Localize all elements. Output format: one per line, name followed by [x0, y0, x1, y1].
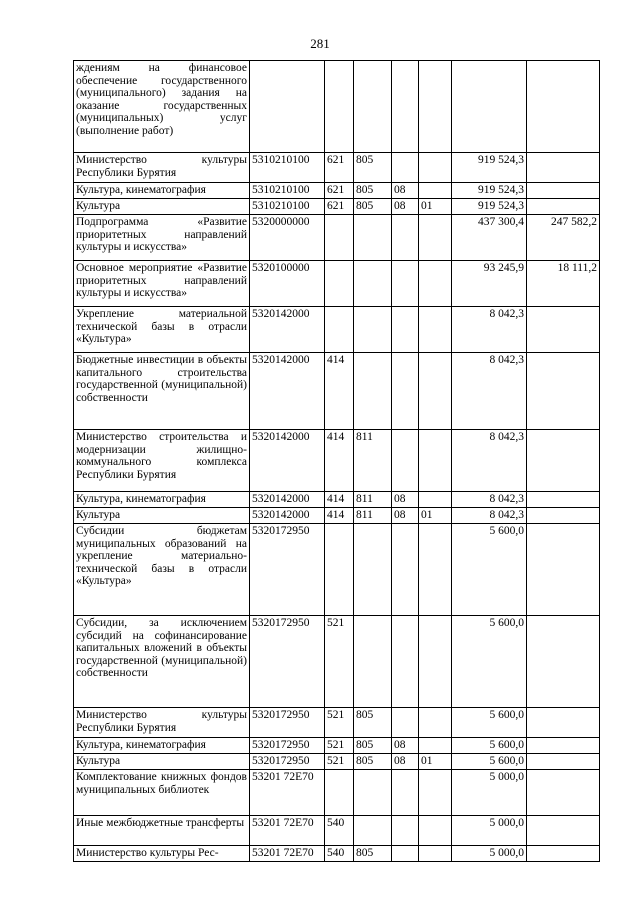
- budget-item-name: Укрепление материальной технической базы в отрасли «Культура»: [74, 307, 250, 353]
- amount-second: [527, 430, 600, 492]
- budget-item-name: Культура, кинематография: [74, 738, 250, 754]
- amount-second: 18 111,2: [527, 261, 600, 307]
- amount-second: [527, 738, 600, 754]
- budget-item-name: Министерство строительства и модернизации жилищно-коммунального комплекса Республики Бурятия: [74, 430, 250, 492]
- amount-second: [527, 183, 600, 199]
- target-article-code: 53201 72E70: [250, 846, 325, 862]
- target-article-code: 5310210100: [250, 183, 325, 199]
- budget-item-name: Культура: [74, 508, 250, 524]
- amount-second: [527, 846, 600, 862]
- administrator-code: 811: [354, 430, 392, 492]
- section-code: [392, 524, 419, 616]
- amount-first: 5 600,0: [452, 708, 527, 738]
- expense-type-code: 521: [325, 616, 354, 708]
- section-code: [392, 261, 419, 307]
- amount-first: 5 600,0: [452, 616, 527, 708]
- table-row: [74, 508, 600, 524]
- target-article-code: [250, 61, 325, 153]
- target-article-code: 5320000000: [250, 215, 325, 261]
- amount-first: 5 600,0: [452, 738, 527, 754]
- amount-second: [527, 770, 600, 816]
- amount-second: [527, 816, 600, 846]
- amount-first: 437 300,4: [452, 215, 527, 261]
- section-code: [392, 770, 419, 816]
- subsection-code: [419, 183, 452, 199]
- table-row: [74, 353, 600, 430]
- expense-type-code: 521: [325, 754, 354, 770]
- section-code: 08: [392, 508, 419, 524]
- amount-first: 919 524,3: [452, 199, 527, 215]
- budget-item-name: Культура: [74, 754, 250, 770]
- subsection-code: [419, 307, 452, 353]
- section-code: [392, 616, 419, 708]
- table-row: [74, 307, 600, 353]
- section-code: 08: [392, 738, 419, 754]
- budget-item-name: Культура, кинематография: [74, 492, 250, 508]
- section-code: 08: [392, 754, 419, 770]
- budget-item-name: Министерство культуры Республики Бурятия: [74, 708, 250, 738]
- expense-type-code: 621: [325, 183, 354, 199]
- amount-first: 5 000,0: [452, 816, 527, 846]
- budget-item-name: Субсидии, за исключением субсидий на софинансирование капитальных вложений в объекты государственной (муниципальной) собственности: [74, 616, 250, 708]
- section-code: [392, 846, 419, 862]
- amount-second: [527, 492, 600, 508]
- administrator-code: 805: [354, 754, 392, 770]
- section-code: [392, 61, 419, 153]
- subsection-code: [419, 492, 452, 508]
- budget-item-name: Министерство культуры Республики Бурятия: [74, 153, 250, 183]
- budget-item-name: Субсидии бюджетам муниципальных образований на укрепление материально-технической базы в отрасли «Культура»: [74, 524, 250, 616]
- target-article-code: 5320172950: [250, 616, 325, 708]
- amount-first: 5 000,0: [452, 770, 527, 816]
- budget-item-name: Основное мероприятие «Развитие приоритетных направлений культуры и искусства»: [74, 261, 250, 307]
- amount-first: 93 245,9: [452, 261, 527, 307]
- expense-type-code: [325, 770, 354, 816]
- budget-table: [73, 60, 600, 862]
- subsection-code: [419, 846, 452, 862]
- amount-second: [527, 353, 600, 430]
- expense-type-code: 521: [325, 738, 354, 754]
- section-code: [392, 816, 419, 846]
- amount-first: 8 042,3: [452, 492, 527, 508]
- subsection-code: [419, 353, 452, 430]
- target-article-code: 53201 72E70: [250, 770, 325, 816]
- subsection-code: [419, 261, 452, 307]
- table-row: [74, 846, 600, 862]
- subsection-code: [419, 524, 452, 616]
- target-article-code: 5320172950: [250, 524, 325, 616]
- subsection-code: [419, 738, 452, 754]
- administrator-code: 805: [354, 846, 392, 862]
- section-code: [392, 708, 419, 738]
- expense-type-code: [325, 307, 354, 353]
- expense-type-code: 540: [325, 816, 354, 846]
- section-code: 08: [392, 199, 419, 215]
- table-row: [74, 738, 600, 754]
- administrator-code: 811: [354, 508, 392, 524]
- expense-type-code: [325, 524, 354, 616]
- amount-second: [527, 616, 600, 708]
- budget-item-name: Культура: [74, 199, 250, 215]
- expense-type-code: 414: [325, 492, 354, 508]
- subsection-code: [419, 770, 452, 816]
- amount-first: 8 042,3: [452, 430, 527, 492]
- subsection-code: [419, 61, 452, 153]
- subsection-code: 01: [419, 508, 452, 524]
- administrator-code: [354, 524, 392, 616]
- expense-type-code: [325, 215, 354, 261]
- administrator-code: 805: [354, 738, 392, 754]
- target-article-code: 5320142000: [250, 430, 325, 492]
- subsection-code: 01: [419, 199, 452, 215]
- table-row: [74, 261, 600, 307]
- administrator-code: 805: [354, 199, 392, 215]
- table-row: [74, 153, 600, 183]
- amount-second: [527, 508, 600, 524]
- subsection-code: [419, 153, 452, 183]
- section-code: 08: [392, 492, 419, 508]
- section-code: [392, 153, 419, 183]
- table-row: [74, 430, 600, 492]
- budget-item-name: Подпрограмма «Развитие приоритетных направлений культуры и искусства»: [74, 215, 250, 261]
- administrator-code: [354, 61, 392, 153]
- expense-type-code: 621: [325, 199, 354, 215]
- amount-first: 5 600,0: [452, 524, 527, 616]
- administrator-code: 805: [354, 153, 392, 183]
- subsection-code: [419, 430, 452, 492]
- table-row: [74, 61, 600, 153]
- amount-first: [452, 61, 527, 153]
- table-row: [74, 199, 600, 215]
- section-code: [392, 307, 419, 353]
- administrator-code: 805: [354, 708, 392, 738]
- section-code: [392, 353, 419, 430]
- expense-type-code: [325, 261, 354, 307]
- target-article-code: 5320172950: [250, 708, 325, 738]
- administrator-code: 811: [354, 492, 392, 508]
- section-code: [392, 430, 419, 492]
- target-article-code: 53201 72E70: [250, 816, 325, 846]
- section-code: 08: [392, 183, 419, 199]
- table-row: [74, 754, 600, 770]
- table-row: [74, 183, 600, 199]
- expense-type-code: 540: [325, 846, 354, 862]
- section-code: [392, 215, 419, 261]
- page-number: 281: [310, 36, 330, 51]
- target-article-code: 5310210100: [250, 153, 325, 183]
- amount-first: 8 042,3: [452, 307, 527, 353]
- amount-first: 8 042,3: [452, 508, 527, 524]
- expense-type-code: [325, 61, 354, 153]
- subsection-code: [419, 816, 452, 846]
- table-row: [74, 708, 600, 738]
- administrator-code: 805: [354, 183, 392, 199]
- administrator-code: [354, 307, 392, 353]
- administrator-code: [354, 816, 392, 846]
- amount-second: [527, 754, 600, 770]
- amount-first: 8 042,3: [452, 353, 527, 430]
- budget-item-name: ждениям на финансовое обеспечение государственного (муниципального) задания на оказание государственных (муниципальных) услуг (выполнение работ): [74, 61, 250, 153]
- amount-second: [527, 524, 600, 616]
- target-article-code: 5320172950: [250, 754, 325, 770]
- amount-second: [527, 61, 600, 153]
- table-row: [74, 770, 600, 816]
- target-article-code: 5320142000: [250, 307, 325, 353]
- target-article-code: 5320172950: [250, 738, 325, 754]
- administrator-code: [354, 353, 392, 430]
- subsection-code: [419, 215, 452, 261]
- table-row: [74, 492, 600, 508]
- target-article-code: 5320100000: [250, 261, 325, 307]
- amount-first: 919 524,3: [452, 183, 527, 199]
- target-article-code: 5320142000: [250, 508, 325, 524]
- amount-second: [527, 307, 600, 353]
- administrator-code: [354, 616, 392, 708]
- amount-first: 5 600,0: [452, 754, 527, 770]
- subsection-code: 01: [419, 754, 452, 770]
- amount-second: 247 582,2: [527, 215, 600, 261]
- table-row: [74, 524, 600, 616]
- budget-item-name: Бюджетные инвестиции в объекты капитального строительства государственной (муниципальной) собственности: [74, 353, 250, 430]
- budget-item-name: Министерство культуры Рес-: [74, 846, 250, 862]
- table-row: [74, 616, 600, 708]
- amount-first: 919 524,3: [452, 153, 527, 183]
- table-row: [74, 816, 600, 846]
- target-article-code: 5310210100: [250, 199, 325, 215]
- budget-item-name: Культура, кинематография: [74, 183, 250, 199]
- table-row: [74, 215, 600, 261]
- budget-item-name: Иные межбюджетные трансферты: [74, 816, 250, 846]
- expense-type-code: 521: [325, 708, 354, 738]
- amount-second: [527, 199, 600, 215]
- administrator-code: [354, 261, 392, 307]
- budget-item-name: Комплектование книжных фондов муниципальных библиотек: [74, 770, 250, 816]
- expense-type-code: 414: [325, 430, 354, 492]
- subsection-code: [419, 616, 452, 708]
- target-article-code: 5320142000: [250, 492, 325, 508]
- amount-first: 5 000,0: [452, 846, 527, 862]
- amount-second: [527, 708, 600, 738]
- subsection-code: [419, 708, 452, 738]
- expense-type-code: 414: [325, 508, 354, 524]
- expense-type-code: 414: [325, 353, 354, 430]
- administrator-code: [354, 215, 392, 261]
- administrator-code: [354, 770, 392, 816]
- expense-type-code: 621: [325, 153, 354, 183]
- target-article-code: 5320142000: [250, 353, 325, 430]
- amount-second: [527, 153, 600, 183]
